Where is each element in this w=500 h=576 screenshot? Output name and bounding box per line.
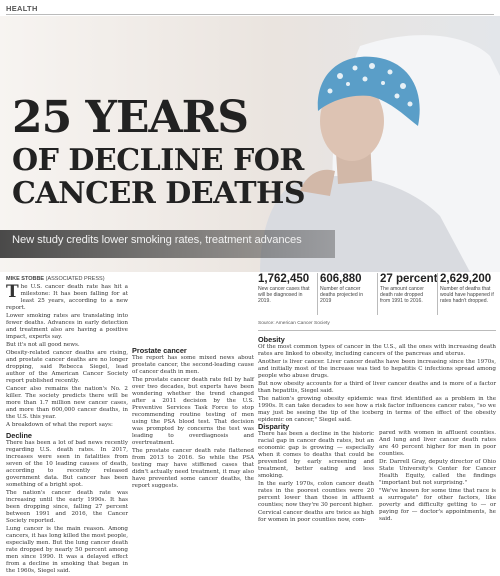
stat-divider (317, 273, 318, 315)
paragraph: Lung cancer is the main reason. Among cancers, it has long killed the most people, especially men. But the lung cancer death rate dropped by nearly 50 percent among men since 1990. It was a delayed effect from a decline in smoking that began in the 1960s, Siegel said. (6, 526, 128, 574)
paragraph: Cancer also remains the nation's No. 2 killer. The society predicts there will be more than 1.7 million new cancer cases, and more than 600,000 cancer deaths, in the U.S. this year. (6, 386, 128, 420)
stat-divider (377, 273, 378, 315)
stat-rate-drop (380, 273, 438, 305)
stat-value: 606,880 (320, 273, 362, 285)
prostate-heading: Prostate cancer (132, 346, 187, 355)
top-rule (6, 14, 494, 15)
paragraph: But now obesity accounts for a third of liver cancer deaths and is more of a factor than hepatitis, Siegel said. (258, 381, 496, 394)
byline: MIKE STOBBE (ASSOCIATED PRESS) (6, 276, 105, 282)
paragraph: Cervical cancer deaths are twice as high for women in poor counties now, com- (258, 510, 374, 523)
headline (12, 92, 306, 211)
stat-description: The amount cancer death rate dropped from 1991 to 2016. (380, 286, 424, 305)
paragraph: In the early 1970s, colon cancer death rates in the poorest counties were 20 percent lower than those in affluent counties; now they're 30 percent higher. (258, 481, 374, 508)
paragraph: "We've known for some time that race is a surrogate" for other factors, like poverty and difficulty getting to — or paying for — doctor's appointments, he said. (379, 488, 496, 522)
stat-description: New cancer cases that will be diagnosed in 2019. (258, 286, 310, 305)
article-column-3-top (258, 333, 496, 425)
subheadline: New study credits lower smoking rates, treatment advances (12, 234, 302, 246)
headline-line-2: OF DECLINE FOR (12, 143, 304, 178)
source-rule (258, 330, 496, 331)
paragraph: Of the most common types of cancer in the U.S., all the ones with increasing death rates are linked to obesity, including cancers of the pancreas and uterus. (258, 344, 496, 357)
paragraph: The report has some mixed news about prostate cancer, the second-leading cause of cancer death in men. (132, 355, 254, 375)
article-column-1 (6, 276, 128, 576)
paragraph: Another is liver cancer. Liver cancer deaths have been increasing since the 1970s, and initially most of the increase was tied to hepatitis C infections spread among people who abuse drugs. (258, 359, 496, 379)
paragraph: Lower smoking rates are translating into fewer deaths. Advances in early detection and treatment also are having a positive impact, experts say. (6, 313, 128, 340)
paragraph: A breakdown of what the report says: (6, 422, 113, 428)
disparity-heading: Disparity (258, 422, 290, 431)
lead-paragraph: The U.S. cancer death rate has hit a milestone: It has been falling for at least 25 years, according to a new report. (6, 282, 128, 311)
paragraph: There has been a lot of bad news recently regarding U.S. death rates. In 2017, increases were seen in fatalities from seven of the 10 leading causes of death, according to recently released government data. But cancer has been something of a bright spot. (6, 440, 128, 488)
stat-value: 2,629,200 (440, 273, 492, 285)
decline-heading: Decline (6, 431, 32, 440)
section-label: HEALTH (6, 4, 38, 13)
paragraph: The prostate cancer death rate fell by half over two decades, but experts have been wondering whether the trend changed after a 2011 decision by the U.S. Preventive Services Task Force to stop recommending routine testing of men using the PSA blood test. That decision was prompted by concerns the test was leading to overdiagnosis and overtreatment. (132, 377, 254, 446)
paragraph: Obesity-related cancer deaths are rising, and prostate cancer deaths are no longer dropping, said Rebecca Siegel, lead author of the American Cancer Society report published recently. (6, 350, 128, 384)
stat-deaths-projected (320, 273, 374, 305)
article-column-4 (379, 430, 496, 524)
stats-source: Source: American Cancer Society (258, 321, 330, 326)
stat-new-cases (258, 273, 314, 305)
obesity-heading: Obesity (258, 335, 285, 344)
article-column-3 (258, 420, 374, 525)
article-column-2 (132, 344, 254, 491)
paragraph: There has been a decline in the historic racial gap in cancer death rates, but an economic gap is growing — especially when it comes to deaths that could be prevented by early screening and treatment, better eating and less smoking. (258, 431, 374, 479)
paragraph: The nation's growing obesity epidemic was first identified as a problem in the 1990s. It can take decades to see how a risk factor influences cancer rates, "so we may just be seeing the tip of the iceberg in terms of the effect of the obesity epidemic on cancer," Siegel said. (258, 396, 496, 423)
paragraph: But it's not all good news. (6, 342, 80, 348)
stat-deaths-averted (440, 273, 496, 305)
headline-line-3: CANCER DEATHS (12, 176, 306, 211)
paragraph: The prostate cancer death rate flattened from 2013 to 2016. So while the PSA testing may have stiffened cases that didn't actually need treatment, it may also have prevented some cancer deaths, the report suggests. (132, 448, 254, 489)
stat-description: Number of deaths that would have happened if rates hadn't dropped. (440, 286, 494, 305)
dropcap: T (6, 282, 19, 302)
stat-value: 1,762,450 (258, 273, 310, 285)
stat-value: 27 percent (380, 273, 438, 285)
paragraph: Dr. Darrell Gray, deputy director of Ohio State University's Center for Cancer Health Equity, called the findings "important but not surprising." (379, 459, 496, 486)
paragraph: The nation's cancer death rate was increasing until the early 1990s. It has been dropping since, falling 27 percent between 1991 and 2016, the Cancer Society reported. (6, 490, 128, 524)
stat-description: Number of cancer deaths projected in 2019 (320, 286, 364, 305)
stat-divider (437, 273, 438, 315)
paragraph: pared with women in affluent counties. And lung and liver cancer death rates are 40 percent higher for men in poor counties. (379, 430, 496, 457)
headline-line-1: 25 YEARS (12, 92, 248, 143)
